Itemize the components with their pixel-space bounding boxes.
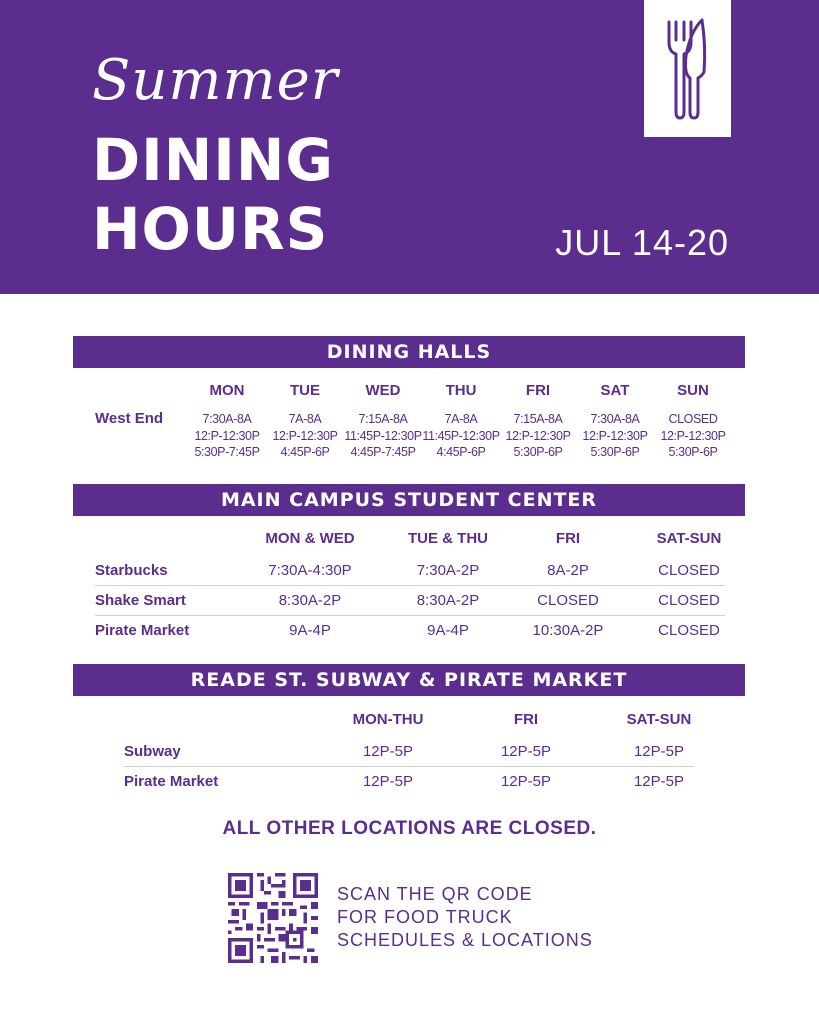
row-divider — [95, 615, 725, 616]
section-dining-halls: DINING HALLS — [73, 336, 745, 368]
hours-dinner: 5:30P-6P — [513, 445, 563, 459]
qr-code-icon[interactable] — [228, 873, 318, 963]
column-header: TUE & THU — [408, 530, 488, 547]
day-header: SAT — [600, 382, 630, 399]
column-header: MON & WED — [265, 530, 355, 547]
hours-dinner: 4:45P-6P — [280, 445, 330, 459]
hours-breakfast: CLOSED — [668, 412, 718, 426]
hours-cell-sat — [574, 411, 656, 461]
column-header: MON-THU — [352, 711, 424, 728]
row-divider — [95, 585, 725, 586]
hours-cell-wed — [342, 411, 424, 461]
hours-lunch: 12:P-12:30P — [194, 428, 260, 443]
hours-breakfast: 7:30A-8A — [202, 412, 252, 426]
location-starbucks: Starbucks — [95, 562, 168, 579]
hours-cell: CLOSED — [658, 622, 720, 639]
hours-dinner: 5:30P-7:45P — [194, 445, 260, 459]
day-header: WED — [365, 382, 401, 399]
hours-cell: CLOSED — [537, 592, 599, 609]
hours-cell: 7:30A-4:30P — [268, 562, 352, 579]
title-line-dining: DINING — [92, 126, 334, 194]
location-pirate-market: Pirate Market — [95, 622, 190, 639]
column-header: FRI — [513, 711, 539, 728]
script-title: Summer — [92, 48, 339, 113]
hours-lunch: 11:45P-12:30P — [344, 428, 422, 443]
column-header: FRI — [555, 530, 581, 547]
hours-cell: CLOSED — [658, 562, 720, 579]
qr-instructions — [337, 883, 593, 952]
utensil-badge — [644, 0, 731, 137]
hours-cell-thu — [420, 411, 502, 461]
closed-note: ALL OTHER LOCATIONS ARE CLOSED. — [222, 818, 597, 839]
hours-cell: 9A-4P — [289, 622, 331, 639]
qr-line: SCHEDULES & LOCATIONS — [337, 930, 593, 950]
hours-cell: 8:30A-2P — [278, 592, 342, 609]
hours-cell: CLOSED — [658, 592, 720, 609]
day-header: SUN — [677, 382, 709, 399]
date-range: JUL 14-20 — [555, 222, 729, 263]
hours-cell: 10:30A-2P — [532, 622, 604, 639]
location-subway: Subway — [124, 743, 181, 760]
hours-breakfast: 7:30A-8A — [590, 412, 640, 426]
hours-cell: 12P-5P — [633, 743, 685, 760]
header-banner — [0, 0, 819, 294]
hours-cell: 12P-5P — [500, 743, 552, 760]
hours-breakfast: 7A-8A — [444, 412, 478, 426]
hours-cell-mon — [186, 411, 268, 461]
hours-cell: 8:30A-2P — [416, 592, 480, 609]
hours-dinner: 4:45P-6P — [436, 445, 486, 459]
hours-lunch: 12:P-12:30P — [660, 428, 726, 443]
row-divider — [124, 766, 694, 767]
section-reade-st: READE ST. SUBWAY & PIRATE MARKET — [73, 664, 745, 696]
qr-line: FOR FOOD TRUCK — [337, 907, 513, 927]
section-main-campus: MAIN CAMPUS STUDENT CENTER — [73, 484, 745, 516]
hours-cell: 7:30A-2P — [416, 562, 480, 579]
fork-knife-icon — [664, 16, 710, 122]
location-pirate-market-reade: Pirate Market — [124, 773, 219, 790]
column-header: SAT-SUN — [626, 711, 692, 728]
hours-dinner: 5:30P-6P — [590, 445, 640, 459]
qr-line: SCAN THE QR CODE — [337, 884, 533, 904]
hours-cell: 12P-5P — [362, 773, 414, 790]
hours-lunch: 12:P-12:30P — [272, 428, 338, 443]
hours-lunch: 12:P-12:30P — [505, 428, 571, 443]
hours-breakfast: 7:15A-8A — [513, 412, 563, 426]
day-header: THU — [445, 382, 477, 399]
hours-cell: 12P-5P — [633, 773, 685, 790]
location-shake-smart: Shake Smart — [95, 592, 186, 609]
day-header: TUE — [290, 382, 320, 399]
hours-cell-fri — [497, 411, 579, 461]
day-header: FRI — [525, 382, 551, 399]
hours-lunch: 11:45P-12:30P — [422, 428, 500, 443]
hours-breakfast: 7:15A-8A — [358, 412, 408, 426]
hours-cell: 12P-5P — [500, 773, 552, 790]
hours-cell-tue — [264, 411, 346, 461]
hours-dinner: 5:30P-6P — [668, 445, 718, 459]
hours-cell-sun — [652, 411, 734, 461]
column-header: SAT-SUN — [656, 530, 722, 547]
hours-lunch: 12:P-12:30P — [582, 428, 648, 443]
hours-cell: 8A-2P — [547, 562, 589, 579]
hours-breakfast: 7A-8A — [288, 412, 322, 426]
day-header: MON — [209, 382, 245, 399]
hours-cell: 9A-4P — [427, 622, 469, 639]
hours-cell: 12P-5P — [362, 743, 414, 760]
title-line-hours: HOURS — [92, 195, 329, 263]
hours-dinner: 4:45P-7:45P — [350, 445, 416, 459]
location-west-end: West End — [95, 410, 164, 427]
